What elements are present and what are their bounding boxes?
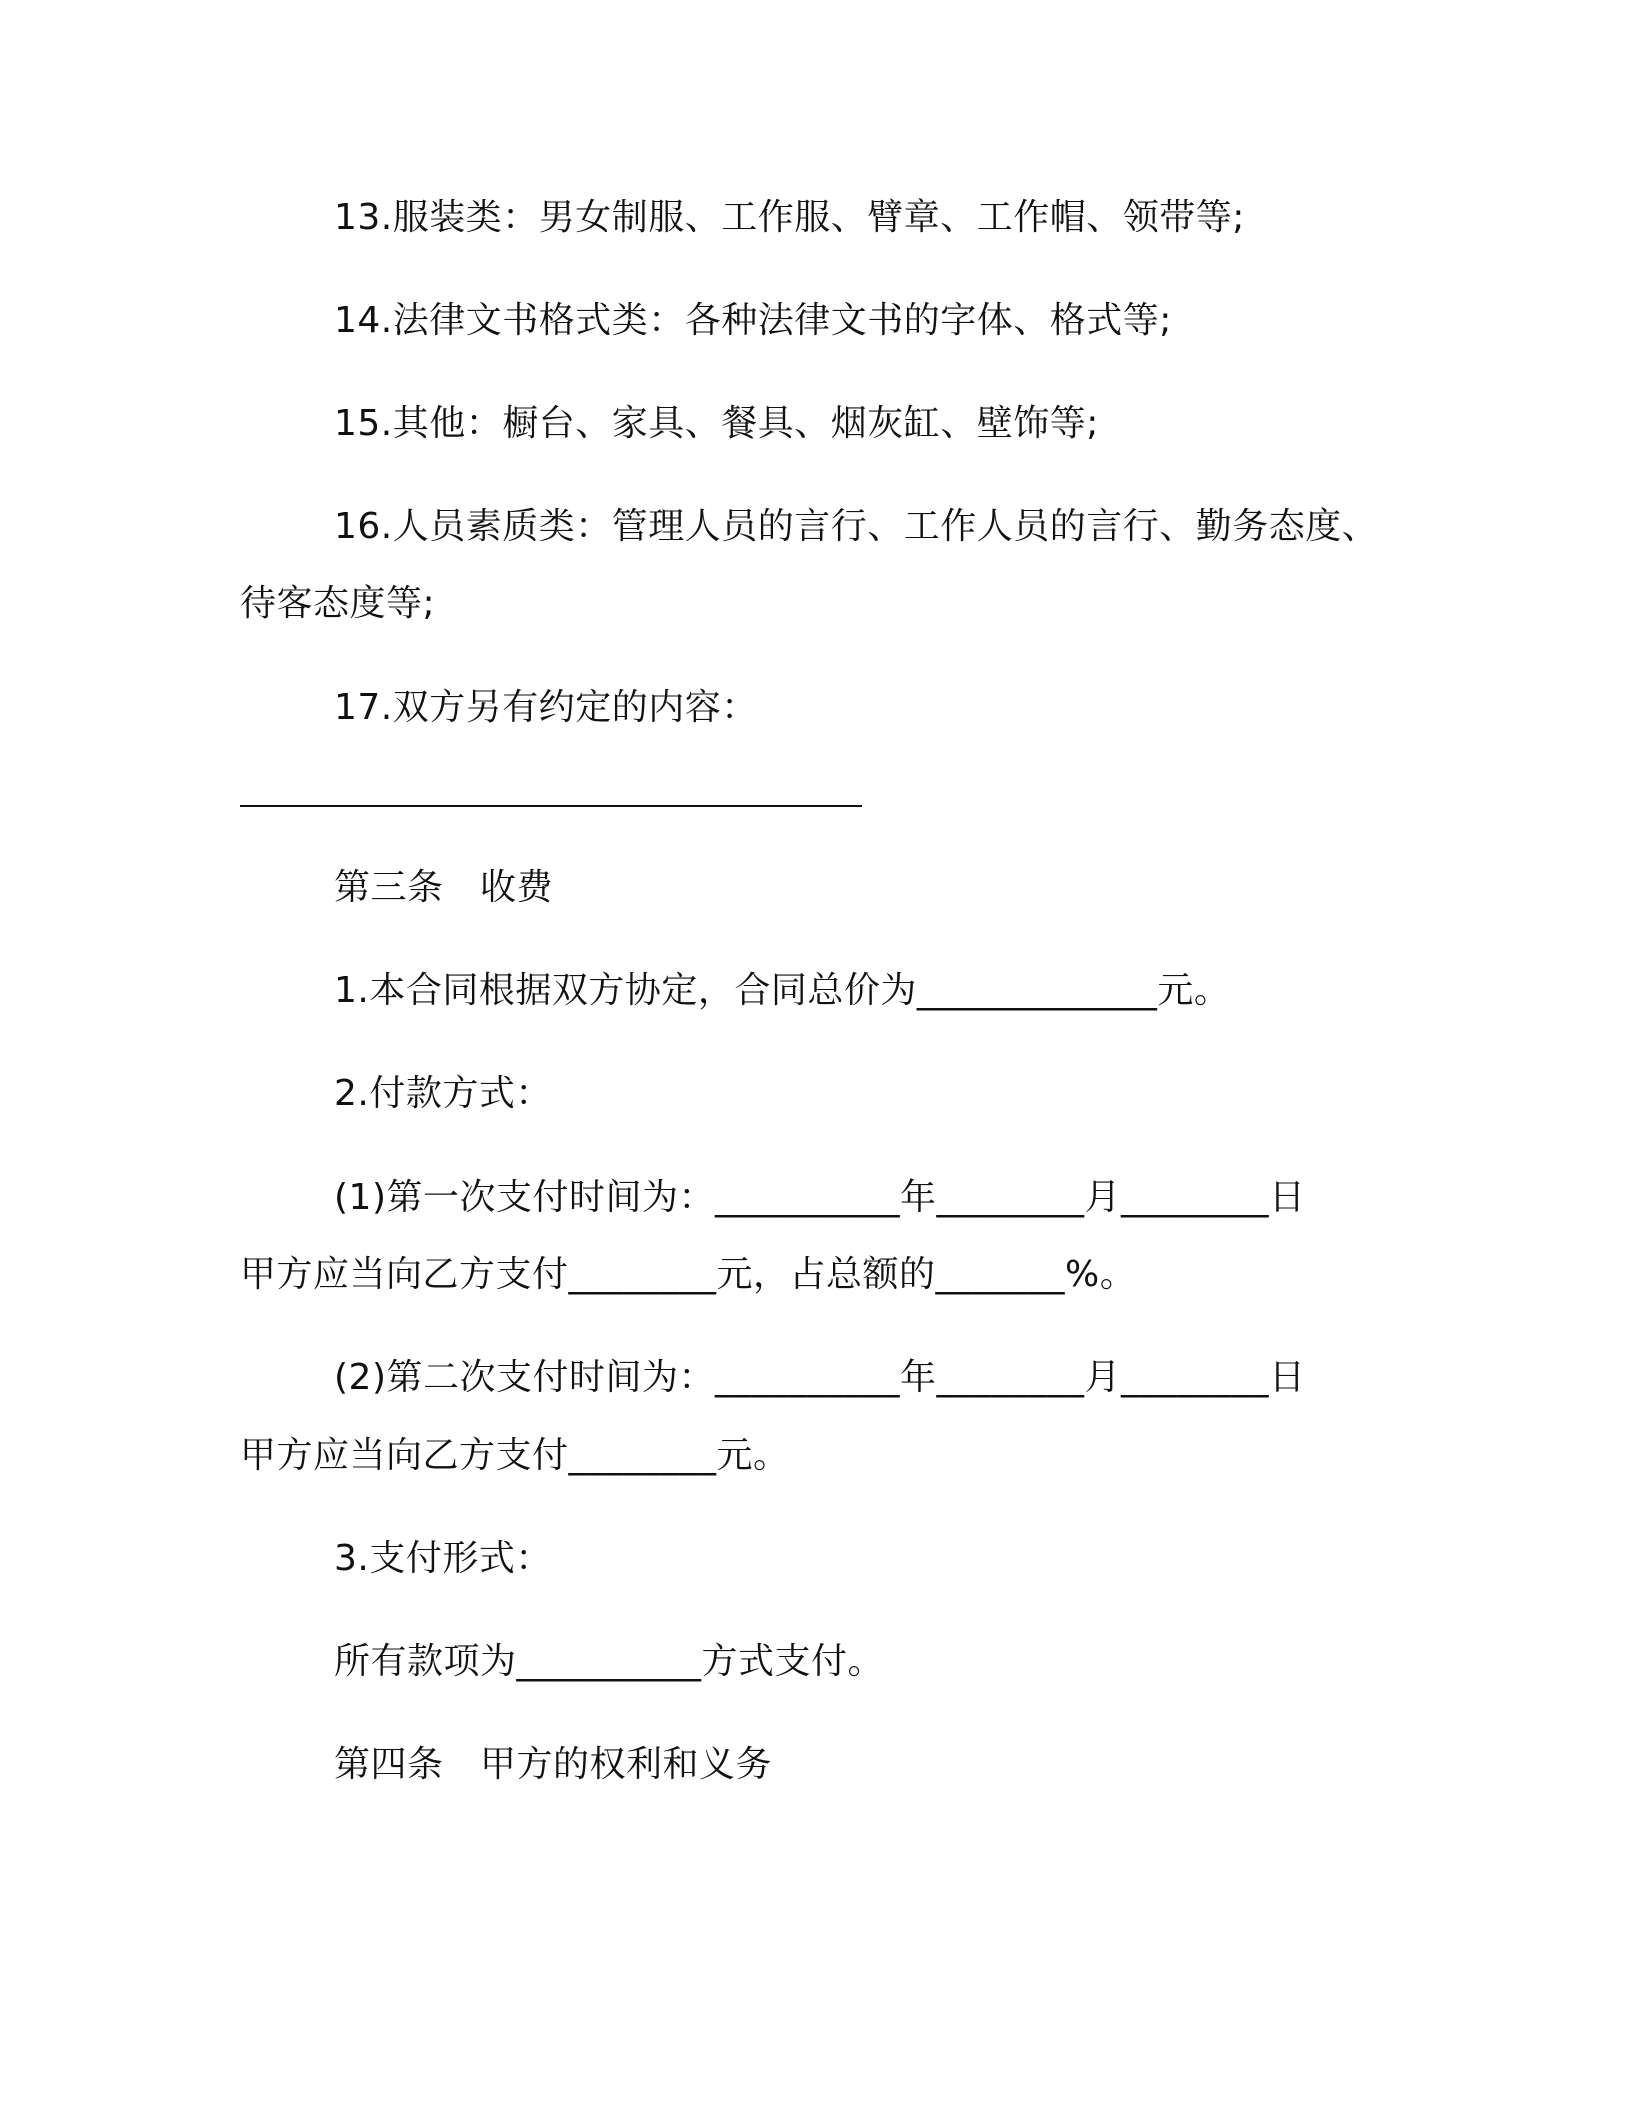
clause-item-16: 16.人员素质类：管理人员的言行、工作人员的言行、勤务态度、: [334, 506, 1379, 547]
payment-first-amount: 甲方应当向乙方支付________元，占总额的_______%。: [240, 1254, 1137, 1295]
clause-item-15: 15.其他：橱台、家具、餐具、烟灰缸、壁饰等;: [334, 403, 1099, 444]
payment-first-time: (1)第一次支付时间为：__________年________月________日: [334, 1177, 1306, 1218]
clause-item-13: 13.服装类：男女制服、工作服、臂章、工作帽、领带等;: [334, 197, 1245, 238]
payment-second-time: (2)第二次支付时间为：__________年________月________日: [334, 1357, 1306, 1398]
fee-item-1: 1.本合同根据双方协定，合同总价为_____________元。: [334, 970, 1231, 1011]
article-3-heading: 第三条 收费: [334, 867, 554, 908]
clause-item-17: 17.双方另有约定的内容：: [334, 687, 758, 728]
fee-item-2: 2.付款方式：: [334, 1073, 552, 1114]
fee-item-3: 3.支付形式：: [334, 1538, 552, 1579]
payment-second-amount: 甲方应当向乙方支付________元。: [240, 1435, 790, 1476]
fill-in-blank-line: [240, 805, 862, 807]
clause-item-14: 14.法律文书格式类：各种法律文书的字体、格式等;: [334, 300, 1172, 341]
clause-item-16-continued: 待客态度等;: [240, 583, 436, 624]
article-4-heading: 第四条 甲方的权利和义务: [334, 1744, 773, 1785]
payment-method: 所有款项为__________方式支付。: [334, 1641, 885, 1682]
